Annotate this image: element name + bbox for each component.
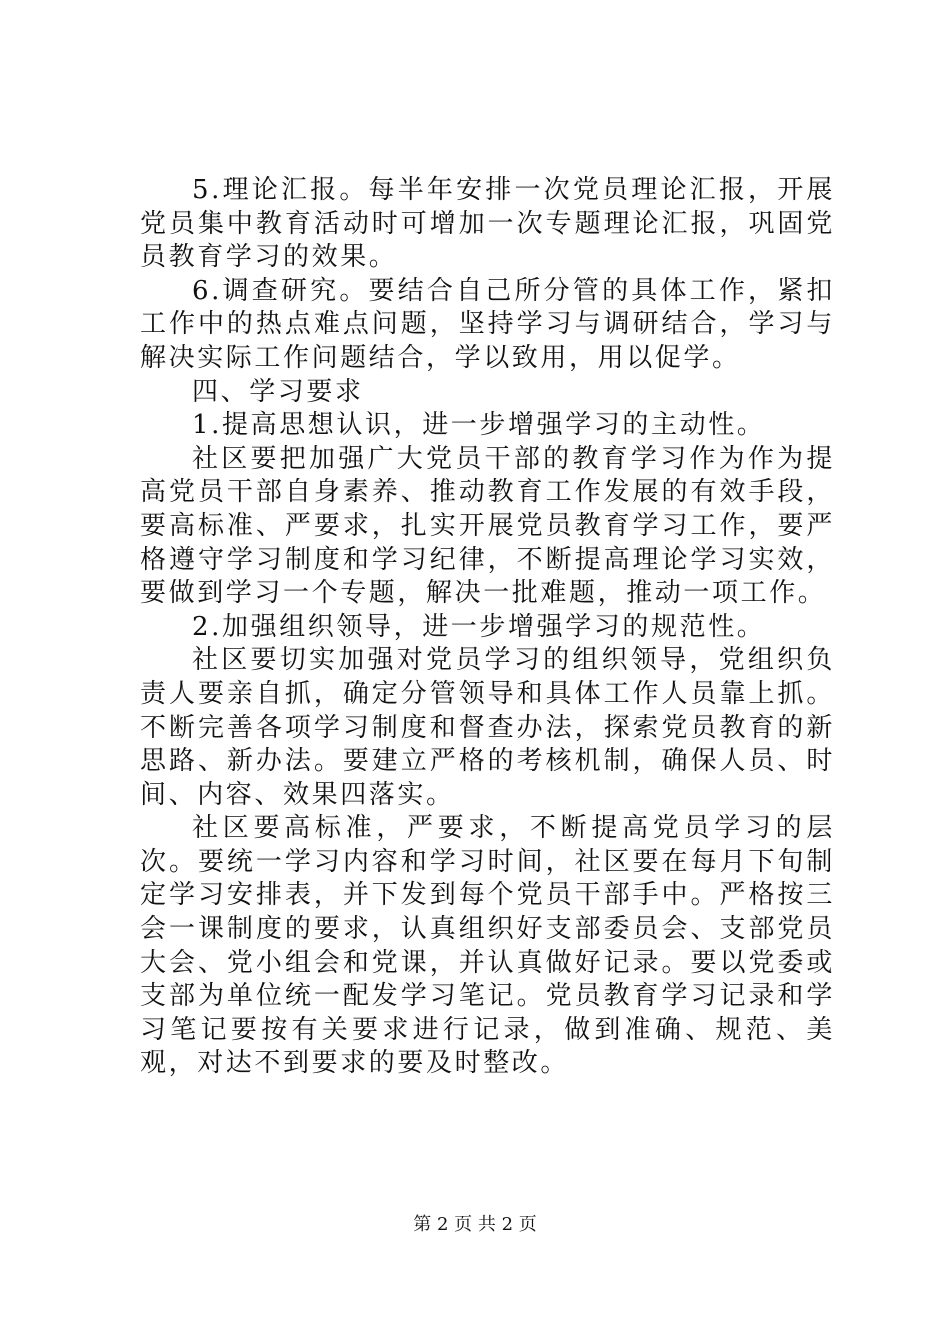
paragraph-theory-report: 5.理论汇报。每半年安排一次党员理论汇报，开展党员集中教育活动时可增加一次专题理论汇报，巩固党员教育学习的效果。: [140, 175, 835, 273]
subheading-strengthen-leadership: 2.加强组织领导，进一步增强学习的规范性。: [192, 611, 766, 642]
page-number-footer: 第 2 页 共 2 页: [413, 1214, 537, 1235]
paragraph-strengthen-leadership: 社区要切实加强对党员学习的组织领导，党组织负责人要亲自抓，确定分管领导和具体工作人员靠上抓。不断完善各项学习制度和督查办法，探索党员教育的新思路、新办法。要建立严格的考核机制，确保人员、时间、内容、效果四落实。: [140, 645, 835, 810]
subheading-raise-awareness: 1.提高思想认识，进一步增强学习的主动性。: [192, 410, 766, 441]
paragraph-high-standards: 社区要高标准，严要求，不断提高党员学习的层次。要统一学习内容和学习时间，社区要在每月下旬制定学习安排表，并下发到每个党员干部手中。严格按三会一课制度的要求，认真组织好支部委员会、支部党员大会、党小组会和党课，并认真做好记录。要以党委或支部为单位统一配发学习笔记。党员教育学习记录和学习笔记要按有关要求进行记录，做到准确、规范、美观，对达不到要求的要及时整改。: [140, 813, 835, 1079]
paragraph-raise-awareness: 社区要把加强广大党员干部的教育学习作为作为提高党员干部自身素养、推动教育工作发展的有效手段，要高标准、严要求，扎实开展党员教育学习工作，要严格遵守学习制度和学习纪律，不断提高理论学习实效，要做到学习一个专题，解决一批难题，推动一项工作。: [140, 443, 835, 609]
section-heading-study-requirements: 四、学习要求: [192, 376, 364, 407]
paragraph-investigation-research: 6.调查研究。要结合自己所分管的具体工作，紧扣工作中的热点难点问题，坚持学习与调研结合，学习与解决实际工作问题结合，学以致用，用以促学。: [140, 275, 835, 373]
document-body: [140, 174, 835, 1081]
